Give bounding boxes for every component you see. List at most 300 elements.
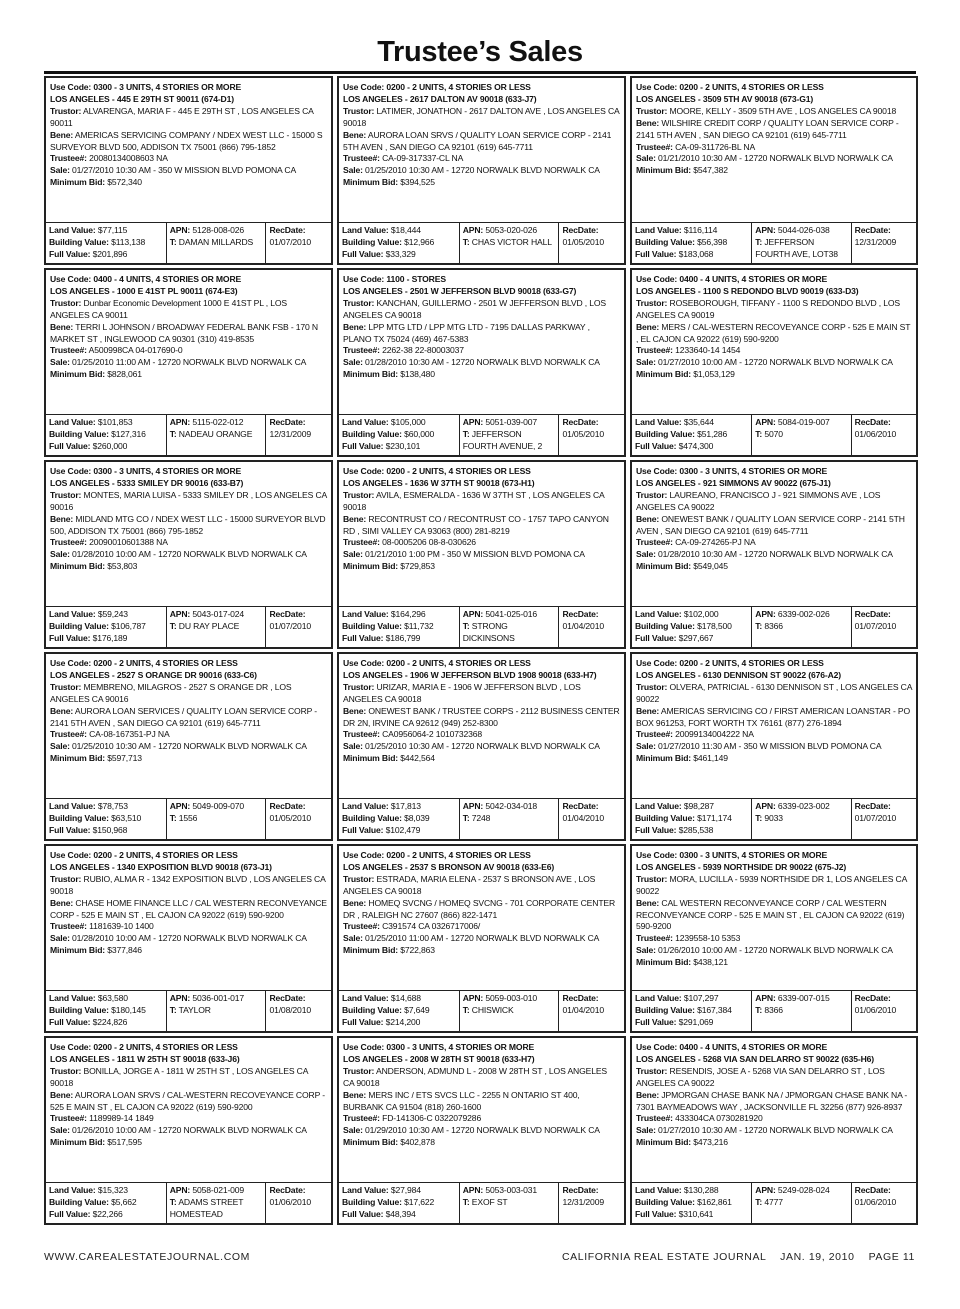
t-value: TAYLOR bbox=[178, 1004, 211, 1015]
trustor-line bbox=[50, 1066, 327, 1090]
t-label: T: bbox=[755, 428, 763, 439]
land-label: Land Value: bbox=[342, 225, 389, 235]
min-bid-label: Minimum Bid: bbox=[50, 1137, 106, 1148]
min-bid-value: $442,564 bbox=[400, 753, 435, 764]
building-label: Building Value: bbox=[49, 236, 109, 247]
apn-value: 5043-017-024 bbox=[192, 609, 245, 619]
full-value: $230,101 bbox=[385, 440, 421, 451]
trustor-line bbox=[50, 490, 327, 514]
bene-line bbox=[343, 130, 620, 154]
sale-value: 01/28/2010 10:00 AM - 12720 NORWALK BLVD NORWALK CA bbox=[72, 549, 307, 560]
recdate-label: RecDate: bbox=[562, 417, 599, 427]
apn-value: 6339-002-026 bbox=[777, 609, 830, 619]
building-label: Building Value: bbox=[342, 236, 402, 247]
t-line bbox=[755, 1197, 847, 1209]
min-bid-line bbox=[50, 945, 327, 957]
listing-card bbox=[630, 1036, 918, 1225]
values-cell bbox=[339, 799, 459, 839]
property-address: LOS ANGELES - 445 E 29TH ST 90011 (674-D1) bbox=[50, 93, 234, 104]
listing-details bbox=[46, 78, 331, 222]
use-code: Use Code: 0200 - 2 UNITS, 4 STORIES OR LESS bbox=[343, 850, 531, 860]
trustee-label: Trustee#: bbox=[50, 537, 87, 548]
parcel-cell bbox=[751, 991, 850, 1031]
land-label: Land Value: bbox=[342, 993, 389, 1003]
apn-value: 5044-026-038 bbox=[777, 225, 830, 235]
bene-label: Bene: bbox=[636, 513, 660, 524]
trustor-line bbox=[50, 682, 327, 706]
land-line bbox=[342, 225, 456, 237]
full-value: $183,068 bbox=[678, 248, 714, 259]
bene-line bbox=[50, 130, 327, 154]
listing-values bbox=[339, 1182, 624, 1223]
values-cell bbox=[339, 1183, 459, 1223]
trustor-label: Trustor: bbox=[50, 489, 82, 500]
min-bid-line bbox=[343, 945, 620, 957]
min-bid-label: Minimum Bid: bbox=[50, 369, 106, 380]
apn-value: 5036-001-017 bbox=[192, 993, 245, 1003]
trustee-label: Trustee#: bbox=[636, 141, 673, 152]
property-address: LOS ANGELES - 1100 S REDONDO BLVD 90019 (633-D3) bbox=[636, 285, 859, 296]
t-label: T: bbox=[462, 620, 470, 631]
sale-line bbox=[343, 741, 620, 753]
land-value: $164,296 bbox=[390, 609, 426, 619]
sale-value: 01/28/2010 10:00 AM - 12720 NORWALK BLVD NORWALK CA bbox=[72, 933, 307, 944]
recdate-line bbox=[269, 801, 328, 825]
parcel-cell bbox=[751, 1183, 850, 1223]
page-title: Trustee’s Sales bbox=[377, 36, 583, 68]
apn-value: 5084-019-007 bbox=[777, 417, 830, 427]
full-line bbox=[342, 1017, 456, 1029]
apn-line bbox=[170, 1185, 263, 1197]
listing-values bbox=[339, 990, 624, 1031]
full-value: $186,799 bbox=[385, 632, 421, 643]
trustor-label: Trustor: bbox=[50, 297, 82, 308]
t-line bbox=[463, 1005, 556, 1017]
t-value: 8366 bbox=[764, 620, 783, 631]
land-label: Land Value: bbox=[635, 1185, 682, 1195]
building-label: Building Value: bbox=[635, 236, 695, 247]
recdate-line bbox=[562, 801, 621, 825]
building-line bbox=[49, 813, 163, 825]
full-value: $291,069 bbox=[678, 1016, 714, 1027]
building-label: Building Value: bbox=[49, 1004, 109, 1015]
land-line bbox=[49, 1185, 163, 1197]
land-value: $78,753 bbox=[97, 801, 128, 811]
trustee-line bbox=[636, 933, 912, 945]
bene-value: AURORA LOAN SRVS / QUALITY LOAN SERVICE CORP - 2141 5TH AVEN , SAN DIEGO CA 92101 (619) 645-7711 bbox=[343, 129, 612, 152]
trustee-label: Trustee#: bbox=[636, 729, 673, 740]
full-line bbox=[635, 825, 748, 837]
t-value: 7248 bbox=[471, 812, 491, 823]
values-cell bbox=[632, 607, 751, 647]
apn-label: APN: bbox=[755, 993, 776, 1003]
bene-line bbox=[50, 322, 327, 346]
sale-label: Sale: bbox=[636, 741, 656, 752]
sale-line bbox=[50, 357, 327, 369]
recdate-label: RecDate: bbox=[854, 609, 891, 619]
recdate-value: 01/04/2010 bbox=[562, 812, 604, 823]
trustor-label: Trustor: bbox=[636, 1065, 668, 1076]
recdate-line bbox=[562, 417, 621, 441]
trustee-line bbox=[343, 921, 620, 933]
apn-value: 5051-039-007 bbox=[485, 417, 538, 427]
recdate-cell bbox=[265, 415, 331, 455]
recdate-line bbox=[855, 609, 913, 633]
min-bid-line bbox=[50, 753, 327, 765]
apn-value: 5128-008-026 bbox=[192, 225, 245, 235]
sale-value: 01/27/2010 10:30 AM - 12720 NORWALK BLVD NORWALK CA bbox=[658, 1125, 893, 1136]
recdate-line bbox=[269, 1185, 328, 1209]
recdate-value: 12/31/2009 bbox=[269, 428, 311, 439]
land-line bbox=[635, 225, 748, 237]
listing-card bbox=[44, 76, 333, 265]
trustee-value: 1233640-14 1454 bbox=[675, 345, 741, 356]
use-code: Use Code: 0200 - 2 UNITS, 4 STORIES OR LESS bbox=[50, 658, 238, 668]
values-cell bbox=[46, 415, 166, 455]
property-address: LOS ANGELES - 5333 SMILEY DR 90016 (633-B7) bbox=[50, 477, 244, 488]
listing-card bbox=[630, 76, 918, 265]
building-value: $56,398 bbox=[697, 236, 728, 247]
trustor-line bbox=[636, 1066, 912, 1090]
values-cell bbox=[632, 991, 751, 1031]
full-label: Full Value: bbox=[342, 632, 384, 643]
listing-card bbox=[337, 76, 626, 265]
t-label: T: bbox=[462, 428, 470, 439]
property-address: LOS ANGELES - 5939 NORTHSIDE DR 90022 (675-J2) bbox=[636, 861, 847, 872]
building-label: Building Value: bbox=[635, 428, 695, 439]
trustee-line bbox=[636, 1113, 912, 1125]
bene-label: Bene: bbox=[50, 321, 74, 332]
sale-value: 01/25/2010 10:30 AM - 12720 NORWALK BLVD NORWALK CA bbox=[72, 741, 307, 752]
listing-details bbox=[632, 270, 916, 414]
use-code: Use Code: 0300 - 3 UNITS, 4 STORIES OR MORE bbox=[50, 82, 242, 92]
trustor-value: KANCHAN, GUILLERMO - 2501 W JEFFERSON BLVD , LOS ANGELES CA 90018 bbox=[343, 297, 607, 320]
t-value: NADEAU ORANGE bbox=[178, 428, 253, 439]
min-bid-value: $438,121 bbox=[693, 957, 728, 968]
recdate-value: 01/06/2010 bbox=[854, 1004, 897, 1015]
building-value: $5,662 bbox=[111, 1196, 137, 1207]
property-address: LOS ANGELES - 2008 W 28TH ST 90018 (633-H7) bbox=[343, 1053, 535, 1064]
land-value: $18,444 bbox=[390, 225, 421, 235]
t-value: CHAS VICTOR HALL bbox=[471, 236, 552, 247]
recdate-label: RecDate: bbox=[269, 801, 306, 811]
min-bid-value: $517,595 bbox=[107, 1137, 142, 1148]
full-value: $297,667 bbox=[678, 632, 714, 643]
listing-card bbox=[630, 268, 918, 457]
trustee-value: CA-09-274265-PJ NA bbox=[675, 537, 756, 548]
apn-value: 5053-020-026 bbox=[485, 225, 538, 235]
bene-label: Bene: bbox=[343, 129, 367, 140]
apn-line bbox=[463, 993, 556, 1005]
t-value: DU RAY PLACE bbox=[178, 620, 240, 631]
min-bid-value: $402,878 bbox=[400, 1137, 435, 1148]
trustee-label: Trustee#: bbox=[343, 345, 380, 356]
bene-line bbox=[636, 118, 912, 142]
recdate-label: RecDate: bbox=[269, 1185, 306, 1195]
trustee-value: 1189989-14 1849 bbox=[89, 1113, 154, 1124]
apn-line bbox=[755, 801, 847, 813]
recdate-line bbox=[562, 1185, 621, 1209]
apn-value: 5053-003-031 bbox=[485, 1185, 538, 1195]
t-line bbox=[170, 237, 263, 249]
land-value: $14,688 bbox=[390, 993, 421, 1003]
listing-card bbox=[337, 1036, 626, 1225]
apn-value: 6339-007-015 bbox=[777, 993, 830, 1003]
building-value: $106,787 bbox=[111, 620, 146, 631]
building-value: $12,966 bbox=[404, 236, 435, 247]
listing-card bbox=[337, 652, 626, 841]
full-line bbox=[49, 441, 163, 453]
building-line bbox=[635, 621, 748, 633]
apn-value: 5249-028-024 bbox=[777, 1185, 830, 1195]
trustor-label: Trustor: bbox=[636, 681, 668, 692]
listing-values bbox=[339, 222, 624, 263]
publication-info: CALIFORNIA REAL ESTATE JOURNAL JAN. 19, 2010 PAGE 11 bbox=[561, 1251, 915, 1263]
trustor-label: Trustor: bbox=[343, 873, 375, 884]
trustor-value: MORA, LUCILLA - 5939 NORTHSIDE DR 1, LOS ANGELES CA 90022 bbox=[636, 873, 907, 896]
building-line bbox=[49, 429, 163, 441]
apn-label: APN: bbox=[755, 225, 776, 235]
recdate-line bbox=[269, 609, 328, 633]
values-cell bbox=[632, 415, 751, 455]
full-value: $33,329 bbox=[385, 248, 416, 259]
recdate-value: 01/05/2010 bbox=[269, 812, 311, 823]
recdate-cell bbox=[265, 991, 331, 1031]
bene-label: Bene: bbox=[343, 897, 367, 908]
bene-line bbox=[50, 898, 327, 922]
trustee-value: CA-09-311726-BL NA bbox=[675, 141, 756, 152]
trustor-value: OLVERA, PATRICIAL - 6130 DENNISON ST , LOS ANGELES CA 90022 bbox=[636, 681, 912, 704]
t-label: T: bbox=[755, 236, 763, 247]
t-value: 4777 bbox=[764, 1196, 783, 1207]
full-line bbox=[49, 633, 163, 645]
land-label: Land Value: bbox=[342, 801, 389, 811]
apn-line bbox=[755, 1185, 847, 1197]
recdate-value: 01/04/2010 bbox=[562, 1004, 604, 1015]
min-bid-label: Minimum Bid: bbox=[343, 1137, 399, 1148]
apn-label: APN: bbox=[462, 801, 484, 811]
land-line bbox=[342, 417, 456, 429]
values-cell bbox=[339, 991, 459, 1031]
recdate-line bbox=[562, 609, 621, 633]
min-bid-line bbox=[343, 753, 620, 765]
trustee-line bbox=[636, 729, 912, 741]
building-line bbox=[342, 1197, 456, 1209]
land-value: $105,000 bbox=[390, 417, 426, 427]
apn-line bbox=[463, 225, 556, 237]
apn-line bbox=[755, 417, 847, 429]
bene-value: RECONTRUST CO / RECONTRUST CO - 1757 TAPO CANYON RD , SIMI VALLEY CA 93063 (800) 281-8219 bbox=[343, 513, 609, 536]
land-label: Land Value: bbox=[49, 225, 96, 235]
min-bid-label: Minimum Bid: bbox=[343, 561, 399, 572]
property-address: LOS ANGELES - 3509 5TH AV 90018 (673-G1) bbox=[636, 93, 814, 104]
sale-line bbox=[343, 357, 620, 369]
trustor-line bbox=[50, 298, 327, 322]
listing-details bbox=[339, 78, 624, 222]
apn-label: APN: bbox=[462, 609, 484, 619]
sale-label: Sale: bbox=[50, 357, 70, 368]
recdate-value: 01/07/2010 bbox=[854, 620, 897, 631]
full-line bbox=[635, 1209, 748, 1221]
min-bid-line bbox=[343, 561, 620, 573]
property-address: LOS ANGELES - 1636 W 37TH ST 90018 (673-H1) bbox=[343, 477, 535, 488]
apn-label: APN: bbox=[755, 609, 776, 619]
property-address: LOS ANGELES - 5268 VIA SAN DELARRO ST 90022 (635-H6) bbox=[636, 1053, 874, 1064]
min-bid-line bbox=[636, 753, 912, 765]
recdate-label: RecDate: bbox=[854, 1185, 891, 1195]
building-value: $7,649 bbox=[404, 1004, 430, 1015]
parcel-cell bbox=[459, 415, 559, 455]
building-label: Building Value: bbox=[49, 812, 109, 823]
trustor-line bbox=[343, 490, 620, 514]
full-line bbox=[49, 1017, 163, 1029]
bene-value: AMERICAS SERVICING CO / FIRST AMERICAN LOANSTAR - PO BOX 961253, FORT WORTH TX 76161 (877) 276-1894 bbox=[636, 705, 911, 728]
recdate-value: 01/06/2010 bbox=[854, 428, 897, 439]
sale-line bbox=[50, 165, 327, 177]
recdate-value: 01/07/2010 bbox=[269, 620, 311, 631]
trustee-value: 20099134004222 NA bbox=[675, 729, 754, 740]
min-bid-label: Minimum Bid: bbox=[343, 369, 399, 380]
bene-label: Bene: bbox=[636, 1089, 660, 1100]
min-bid-line bbox=[343, 369, 620, 381]
bene-value: TERRI L JOHNSON / BROADWAY FEDERAL BANK FSB - 170 N MARKET ST , INGLEWOOD CA 90301 (310) 419-8535 bbox=[50, 321, 318, 344]
t-label: T: bbox=[755, 812, 763, 823]
website-url[interactable]: WWW.CAREALESTATEJOURNAL.COM bbox=[44, 1251, 250, 1263]
bene-label: Bene: bbox=[343, 321, 367, 332]
trustor-line bbox=[636, 874, 912, 898]
use-code: Use Code: 1100 - STORES bbox=[343, 274, 446, 284]
land-line bbox=[342, 1185, 456, 1197]
parcel-cell bbox=[166, 415, 266, 455]
listing-values bbox=[632, 990, 916, 1031]
listing-details bbox=[632, 654, 916, 798]
land-label: Land Value: bbox=[635, 993, 682, 1003]
listings-grid bbox=[44, 76, 918, 1225]
trustee-line bbox=[50, 921, 327, 933]
full-value: $310,641 bbox=[678, 1208, 714, 1219]
trustor-line bbox=[636, 682, 912, 706]
min-bid-line bbox=[50, 561, 327, 573]
trustee-line bbox=[636, 345, 912, 357]
listing-card bbox=[44, 844, 333, 1033]
building-label: Building Value: bbox=[342, 1196, 402, 1207]
min-bid-line bbox=[636, 165, 912, 177]
recdate-label: RecDate: bbox=[854, 417, 891, 427]
parcel-cell bbox=[166, 991, 266, 1031]
listing-card bbox=[630, 460, 918, 649]
full-label: Full Value: bbox=[342, 248, 384, 259]
sale-value: 01/26/2010 10:00 AM - 12720 NORWALK BLVD NORWALK CA bbox=[658, 945, 893, 956]
trustor-value: URIZAR, MARIA E - 1906 W JEFFERSON BLVD , LOS ANGELES CA 90018 bbox=[343, 681, 581, 704]
sale-label: Sale: bbox=[636, 945, 656, 956]
full-line bbox=[49, 1209, 163, 1221]
sale-value: 01/28/2010 10:30 AM - 12720 NORWALK BLVD NORWALK CA bbox=[658, 549, 893, 560]
full-label: Full Value: bbox=[49, 440, 91, 451]
parcel-cell bbox=[751, 415, 850, 455]
listing-card bbox=[630, 652, 918, 841]
listing-values bbox=[46, 606, 331, 647]
trustee-line bbox=[50, 345, 327, 357]
apn-label: APN: bbox=[462, 417, 484, 427]
trustor-line bbox=[343, 106, 620, 130]
min-bid-value: $597,713 bbox=[107, 753, 142, 764]
values-cell bbox=[46, 607, 166, 647]
trustee-label: Trustee#: bbox=[343, 729, 380, 740]
full-value: $214,200 bbox=[385, 1016, 421, 1027]
t-value: 8366 bbox=[764, 1004, 783, 1015]
trustor-value: AVILA, ESMERALDA - 1636 W 37TH ST , LOS ANGELES CA 90018 bbox=[343, 489, 605, 512]
recdate-cell bbox=[851, 1183, 916, 1223]
recdate-value: 01/05/2010 bbox=[562, 236, 604, 247]
trustee-line bbox=[636, 142, 912, 154]
use-code: Use Code: 0300 - 3 UNITS, 4 STORIES OR MORE bbox=[636, 466, 828, 476]
apn-label: APN: bbox=[462, 225, 484, 235]
sale-value: 01/25/2010 11:00 AM - 12720 NORWALK BLVD NORWALK CA bbox=[365, 933, 600, 944]
trustor-label: Trustor: bbox=[50, 105, 82, 116]
trustee-label: Trustee#: bbox=[50, 345, 87, 356]
bene-label: Bene: bbox=[343, 1089, 367, 1100]
sale-label: Sale: bbox=[50, 165, 70, 176]
apn-value: 5042-034-018 bbox=[485, 801, 538, 811]
t-line bbox=[463, 1197, 556, 1209]
t-line bbox=[463, 237, 556, 249]
land-line bbox=[635, 1185, 748, 1197]
sale-value: 01/27/2010 10:30 AM - 350 W MISSION BLVD POMONA CA bbox=[72, 165, 297, 176]
building-line bbox=[49, 1005, 163, 1017]
parcel-cell bbox=[166, 1183, 266, 1223]
full-line bbox=[635, 441, 748, 453]
full-label: Full Value: bbox=[635, 632, 677, 643]
full-line bbox=[342, 249, 456, 261]
listing-card bbox=[337, 268, 626, 457]
property-address: LOS ANGELES - 921 SIMMONS AV 90022 (675-J1) bbox=[636, 477, 831, 488]
sale-line bbox=[636, 357, 912, 369]
listing-details bbox=[46, 654, 331, 798]
building-label: Building Value: bbox=[342, 1004, 402, 1015]
land-line bbox=[49, 609, 163, 621]
parcel-cell bbox=[166, 223, 266, 263]
building-value: $171,174 bbox=[697, 812, 732, 823]
trustee-value: FD-141306-C 0322079286 bbox=[382, 1113, 482, 1124]
trustor-value: LATIMER, JONATHON - 2617 DALTON AVE , LOS ANGELES CA 90018 bbox=[343, 105, 620, 128]
apn-line bbox=[463, 801, 556, 813]
building-label: Building Value: bbox=[635, 1004, 695, 1015]
bene-line bbox=[343, 706, 620, 730]
land-value: $63,580 bbox=[97, 993, 128, 1003]
recdate-label: RecDate: bbox=[269, 225, 306, 235]
trustor-label: Trustor: bbox=[50, 1065, 82, 1076]
bene-label: Bene: bbox=[636, 321, 660, 332]
values-cell bbox=[632, 799, 751, 839]
t-line bbox=[170, 621, 263, 633]
land-value: $130,288 bbox=[683, 1185, 719, 1195]
trustee-line bbox=[636, 537, 912, 549]
trustee-label: Trustee#: bbox=[343, 1113, 380, 1124]
sale-line bbox=[343, 165, 620, 177]
min-bid-value: $138,480 bbox=[400, 369, 435, 380]
sale-value: 01/21/2010 1:00 PM - 350 W MISSION BLVD POMONA CA bbox=[365, 549, 585, 560]
min-bid-line bbox=[343, 177, 620, 189]
sale-value: 01/21/2010 10:30 AM - 12720 NORWALK BLVD NORWALK CA bbox=[658, 153, 893, 164]
use-code: Use Code: 0400 - 4 UNITS, 4 STORIES OR MORE bbox=[636, 1042, 828, 1052]
building-line bbox=[635, 1005, 748, 1017]
t-label: T: bbox=[462, 1196, 470, 1207]
bene-value: AMERICAS SERVICING COMPANY / NDEX WEST LLC - 15000 S SURVEYOR BLVD 500, ADDISON TX 75001 (866) 795-1852 bbox=[50, 129, 323, 152]
full-value: $102,479 bbox=[385, 824, 421, 835]
land-value: $101,853 bbox=[97, 417, 133, 427]
t-value: CHISWICK bbox=[471, 1004, 514, 1015]
recdate-label: RecDate: bbox=[269, 609, 306, 619]
